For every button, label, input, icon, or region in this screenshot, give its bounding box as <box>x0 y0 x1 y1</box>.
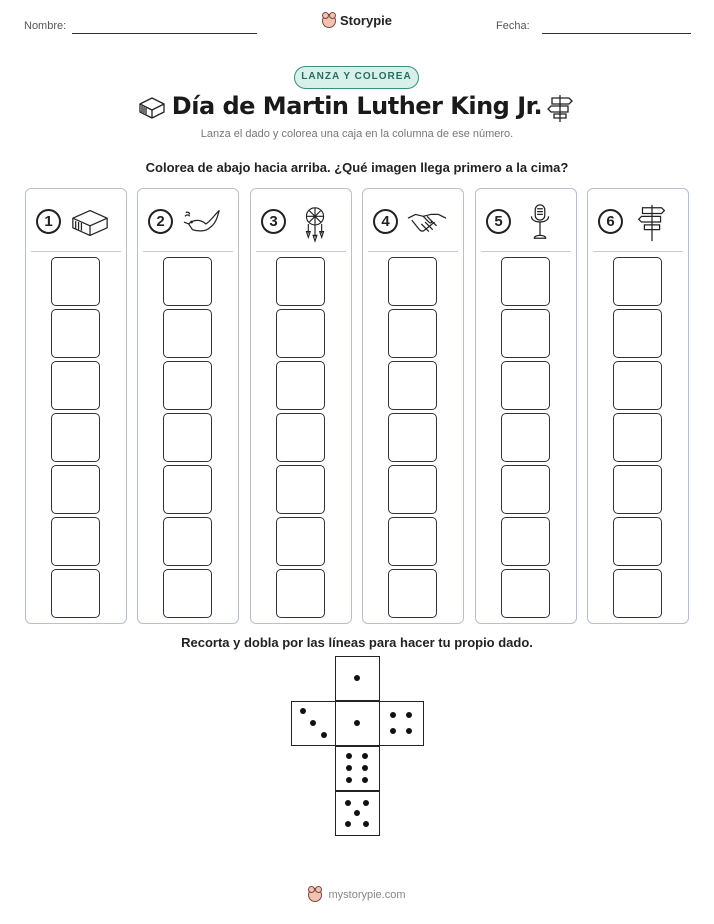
name-line <box>72 33 257 34</box>
bear-icon <box>322 14 336 28</box>
die-pip <box>354 675 360 681</box>
column-number: 5 <box>486 209 511 234</box>
die-pip <box>345 821 351 827</box>
die-pip <box>354 810 360 816</box>
subtitle: Lanza el dado y colorea una caja en la columna de ese número. <box>200 128 514 140</box>
color-box[interactable] <box>276 569 325 618</box>
color-box[interactable] <box>388 465 437 514</box>
die-face-6 <box>335 746 380 791</box>
column-number: 3 <box>261 209 286 234</box>
column-divider <box>31 251 121 252</box>
color-box[interactable] <box>501 257 550 306</box>
color-box[interactable] <box>51 413 100 462</box>
color-box[interactable] <box>276 361 325 410</box>
color-box[interactable] <box>501 465 550 514</box>
date-label: Fecha: <box>496 20 530 32</box>
column-4 <box>362 188 464 624</box>
color-box[interactable] <box>276 517 325 566</box>
color-box[interactable] <box>613 517 662 566</box>
column-header <box>363 203 463 243</box>
column-number: 4 <box>373 209 398 234</box>
color-box[interactable] <box>51 309 100 358</box>
microphone-icon <box>518 203 562 243</box>
color-box[interactable] <box>163 309 212 358</box>
color-box[interactable] <box>163 257 212 306</box>
die-face-5 <box>335 791 380 836</box>
die-pip <box>406 728 412 734</box>
column-header <box>476 203 576 243</box>
color-box[interactable] <box>163 361 212 410</box>
top-instruction: Colorea de abajo hacia arriba. ¿Qué imagen llega primero a la cima? <box>145 160 569 175</box>
date-line <box>542 33 691 34</box>
column-6 <box>587 188 689 624</box>
signpost-icon <box>544 92 576 124</box>
die-pip <box>390 712 396 718</box>
color-box[interactable] <box>51 465 100 514</box>
handshake-icon <box>405 203 449 243</box>
color-box[interactable] <box>613 465 662 514</box>
column-divider <box>143 251 233 252</box>
brand-name: Storypie <box>339 13 392 28</box>
column-2 <box>137 188 239 624</box>
color-box[interactable] <box>388 361 437 410</box>
color-box[interactable] <box>388 257 437 306</box>
color-box[interactable] <box>613 413 662 462</box>
column-header <box>588 203 688 243</box>
color-box[interactable] <box>163 465 212 514</box>
color-box[interactable] <box>51 569 100 618</box>
color-box[interactable] <box>613 569 662 618</box>
bear-icon <box>308 888 322 902</box>
column-divider <box>256 251 346 252</box>
die-pip <box>363 800 369 806</box>
die-pip <box>346 765 352 771</box>
column-header <box>251 203 351 243</box>
page-title: Día de Martin Luther King Jr. <box>171 92 543 120</box>
die-pip <box>346 753 352 759</box>
die-pip <box>354 720 360 726</box>
color-box[interactable] <box>388 309 437 358</box>
color-box[interactable] <box>51 257 100 306</box>
column-5 <box>475 188 577 624</box>
column-header <box>138 203 238 243</box>
color-box[interactable] <box>388 413 437 462</box>
die-pip <box>300 708 306 714</box>
color-box[interactable] <box>388 517 437 566</box>
color-box[interactable] <box>163 413 212 462</box>
die-pip <box>390 728 396 734</box>
color-box[interactable] <box>163 569 212 618</box>
color-box[interactable] <box>501 361 550 410</box>
column-header <box>26 203 126 243</box>
color-box[interactable] <box>163 517 212 566</box>
column-divider <box>368 251 458 252</box>
die-pip <box>321 732 327 738</box>
column-1 <box>25 188 127 624</box>
column-number: 2 <box>148 209 173 234</box>
signpost-icon <box>630 203 674 243</box>
die-pip <box>345 800 351 806</box>
column-number: 1 <box>36 209 61 234</box>
color-box[interactable] <box>388 569 437 618</box>
column-3 <box>250 188 352 624</box>
color-box[interactable] <box>613 257 662 306</box>
color-box[interactable] <box>501 569 550 618</box>
column-divider <box>481 251 571 252</box>
bottom-instruction: Recorta y dobla por las líneas para hacer tu propio dado. <box>181 635 533 650</box>
die-face-4 <box>379 701 424 746</box>
die-pip <box>310 720 316 726</box>
die-face-3 <box>291 701 336 746</box>
name-label: Nombre: <box>24 20 67 32</box>
dreamcatcher-icon <box>293 203 337 243</box>
color-box[interactable] <box>276 257 325 306</box>
column-number: 6 <box>598 209 623 234</box>
footer <box>0 888 714 902</box>
color-box[interactable] <box>613 361 662 410</box>
color-box[interactable] <box>613 309 662 358</box>
color-box[interactable] <box>276 413 325 462</box>
die-face-1 <box>335 701 380 746</box>
die-pip <box>406 712 412 718</box>
color-box[interactable] <box>501 309 550 358</box>
book-icon <box>68 203 112 243</box>
die-pip <box>362 753 368 759</box>
die-pip <box>363 821 369 827</box>
die-pip <box>346 777 352 783</box>
activity-badge: LANZA Y COLOREA <box>294 66 419 89</box>
color-box[interactable] <box>51 361 100 410</box>
color-box[interactable] <box>501 517 550 566</box>
column-divider <box>593 251 683 252</box>
die-face-1 <box>335 656 380 701</box>
die-pip <box>362 765 368 771</box>
color-box[interactable] <box>51 517 100 566</box>
brand-logo <box>0 13 714 28</box>
die-pip <box>362 777 368 783</box>
footer-url: mystorypie.com <box>328 889 406 901</box>
dove-icon <box>180 203 224 243</box>
color-box[interactable] <box>501 413 550 462</box>
color-box[interactable] <box>276 309 325 358</box>
color-box[interactable] <box>276 465 325 514</box>
